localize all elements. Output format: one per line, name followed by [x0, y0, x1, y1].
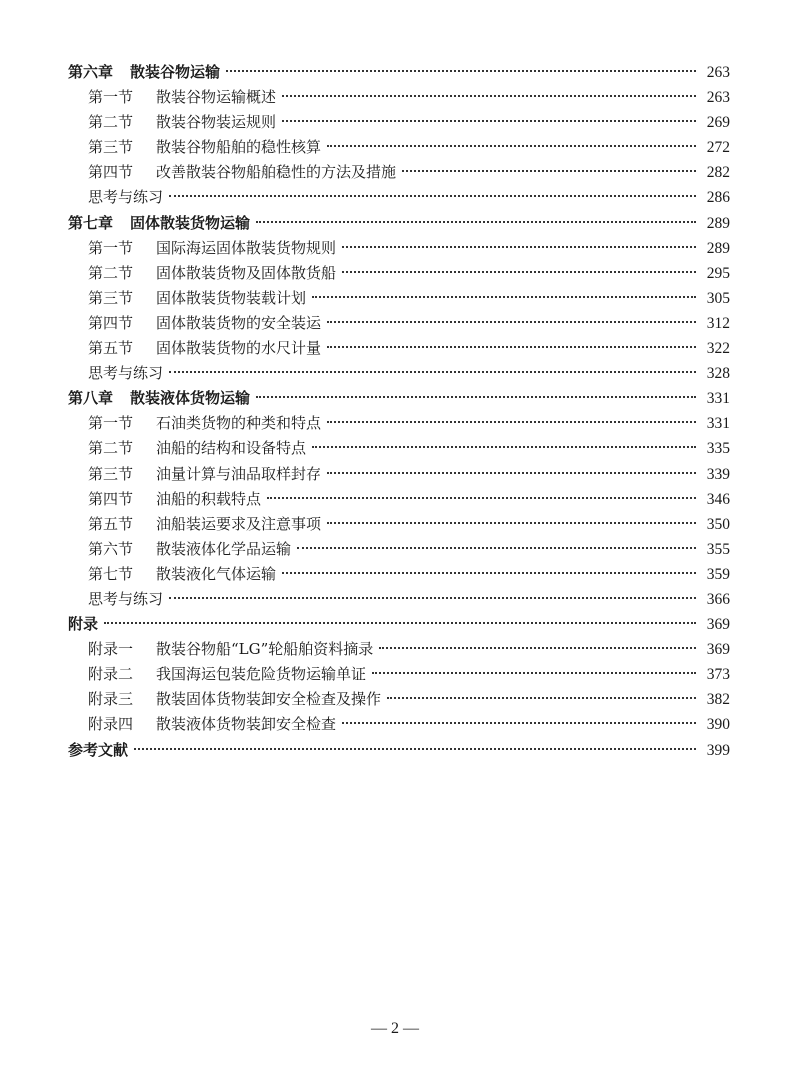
toc-entry-number: 第四节: [88, 313, 134, 332]
toc-entry-title: 散装谷物船舶的稳性核算: [156, 138, 322, 157]
toc-page-number: 282: [706, 164, 730, 182]
dot-leader: [327, 346, 696, 348]
page-number: — 2 —: [371, 1020, 419, 1037]
toc-entry-number: 第五节: [88, 339, 134, 358]
toc-page-number: 295: [706, 264, 730, 282]
dot-leader: [169, 597, 696, 599]
toc-section-entry[interactable]: [68, 185, 730, 210]
toc-entry-title: 油船的积载特点: [156, 489, 262, 508]
table-of-contents: [68, 60, 730, 763]
toc-section-entry[interactable]: [68, 687, 730, 712]
toc-section-entry[interactable]: [68, 512, 730, 537]
toc-page-number: 339: [706, 465, 730, 483]
toc-page-number: 286: [706, 189, 730, 207]
toc-entry-number: 第三节: [88, 138, 134, 157]
dot-leader: [342, 271, 696, 273]
toc-entry-title: 散装谷物船“LG”轮船舶资料摘录: [156, 640, 374, 659]
toc-section-entry[interactable]: [68, 712, 730, 737]
toc-entry-number: 第二节: [88, 113, 134, 132]
toc-page-number: 331: [706, 415, 730, 433]
dot-leader: [342, 246, 696, 248]
toc-page-number: 272: [706, 139, 730, 157]
dot-leader: [327, 321, 696, 323]
dot-leader: [327, 522, 696, 524]
toc-entry-number: 附录二: [88, 665, 134, 684]
toc-page-number: 369: [706, 641, 730, 659]
toc-page-number: 331: [706, 390, 730, 408]
toc-page-number: 369: [706, 616, 730, 634]
dot-leader: [387, 697, 696, 699]
dot-leader: [267, 497, 696, 499]
toc-section-entry[interactable]: [68, 462, 730, 487]
toc-page-number: 305: [706, 289, 730, 307]
dot-leader: [342, 722, 696, 724]
dot-leader: [169, 195, 696, 197]
toc-page-number: 355: [706, 540, 730, 558]
toc-entry-number: 附录一: [88, 640, 134, 659]
toc-entry-title: 散装谷物装运规则: [156, 113, 277, 132]
toc-entry-number: 第六节: [88, 539, 134, 558]
toc-entry-title: 思考与练习: [88, 188, 164, 207]
dot-leader: [312, 296, 696, 298]
toc-page-number: 382: [706, 691, 730, 709]
toc-page-number: 399: [706, 741, 730, 759]
toc-entry-title: 油船的结构和设备特点: [156, 439, 307, 458]
toc-entry-number: 第三节: [88, 464, 134, 483]
toc-entry-number: 第五节: [88, 514, 134, 533]
dot-leader: [282, 95, 696, 97]
toc-entry-title: 固体散装货物的安全装运: [156, 313, 322, 332]
toc-section-entry[interactable]: [68, 537, 730, 562]
toc-page-number: 263: [706, 64, 730, 81]
toc-entry-number: 第二节: [88, 439, 134, 458]
dot-leader: [282, 120, 696, 122]
toc-entry-title: 思考与练习: [88, 364, 164, 383]
toc-entry-number: 第七节: [88, 564, 134, 583]
toc-section-entry[interactable]: [68, 436, 730, 461]
dot-leader: [327, 472, 696, 474]
toc-entry-title: 附录: [68, 615, 99, 634]
toc-page-number: 350: [706, 515, 730, 533]
dot-leader: [169, 371, 696, 373]
toc-entry-number: 第一节: [88, 238, 134, 257]
toc-section-entry[interactable]: [68, 160, 730, 185]
toc-section-entry[interactable]: [68, 587, 730, 612]
toc-entry-title: 散装谷物运输概述: [156, 88, 277, 107]
toc-page-number: 322: [706, 340, 730, 358]
toc-entry-title: 散装固体货物装卸安全检查及操作: [156, 690, 382, 709]
toc-entry-title: 散装液化气体运输: [156, 564, 277, 583]
toc-entry-number: 第八章: [68, 389, 114, 408]
toc-page-number: 390: [706, 716, 730, 734]
toc-section-entry[interactable]: [68, 135, 730, 160]
toc-entry-number: 第四节: [88, 163, 134, 182]
toc-entry-title: 固体散装货物装载计划: [156, 288, 307, 307]
toc-entry-title: 国际海运固体散装货物规则: [156, 238, 337, 257]
toc-section-entry[interactable]: [68, 236, 730, 261]
toc-section-entry[interactable]: [68, 361, 730, 386]
toc-entry-number: 第七章: [68, 213, 114, 232]
toc-chapter-entry[interactable]: [68, 211, 730, 236]
dot-leader: [379, 647, 696, 649]
toc-chapter-entry[interactable]: [68, 60, 730, 85]
toc-entry-number: 附录四: [88, 715, 134, 734]
toc-page-number: 328: [706, 365, 730, 383]
toc-page-number: 366: [706, 590, 730, 608]
dot-leader: [256, 396, 696, 398]
dot-leader: [134, 748, 696, 750]
toc-section-entry[interactable]: [68, 85, 730, 110]
toc-entry-title: 改善散装谷物船舶稳性的方法及措施: [156, 163, 397, 182]
toc-section-entry[interactable]: [68, 110, 730, 135]
toc-entry-number: 第六章: [68, 63, 114, 81]
toc-page-number: 359: [706, 565, 730, 583]
toc-entry-number: 第三节: [88, 288, 134, 307]
toc-page-number: 346: [706, 490, 730, 508]
toc-entry-title: 参考文献: [68, 740, 129, 759]
toc-page-number: 263: [706, 89, 730, 107]
toc-section-entry[interactable]: [68, 662, 730, 687]
dot-leader: [402, 170, 696, 172]
dot-leader: [327, 421, 696, 423]
toc-page-number: 289: [706, 214, 730, 232]
toc-chapter-entry[interactable]: [68, 612, 730, 637]
toc-entry-title: 油船装运要求及注意事项: [156, 514, 322, 533]
toc-entry-title: 散装谷物运输: [130, 63, 221, 81]
toc-chapter-entry[interactable]: [68, 738, 730, 763]
toc-page-number: 335: [706, 440, 730, 458]
toc-entry-title: 我国海运包装危险货物运输单证: [156, 665, 367, 684]
toc-page-number: 373: [706, 666, 730, 684]
toc-entry-title: 固体散装货物运输: [130, 213, 251, 232]
dot-leader: [226, 70, 696, 72]
toc-entry-title: 固体散装货物的水尺计量: [156, 339, 322, 358]
toc-entry-number: 第一节: [88, 88, 134, 107]
toc-entry-title: 思考与练习: [88, 589, 164, 608]
toc-section-entry[interactable]: [68, 637, 730, 662]
toc-section-entry[interactable]: [68, 336, 730, 361]
toc-chapter-entry[interactable]: [68, 386, 730, 411]
toc-entry-title: 散装液体货物装卸安全检查: [156, 715, 337, 734]
toc-entry-title: 散装液体化学品运输: [156, 539, 292, 558]
toc-section-entry[interactable]: [68, 411, 730, 436]
toc-entry-number: 第四节: [88, 489, 134, 508]
toc-section-entry[interactable]: [68, 286, 730, 311]
dot-leader: [104, 622, 696, 624]
toc-entry-title: 散装液体货物运输: [130, 389, 251, 408]
dot-leader: [312, 446, 696, 448]
toc-page-number: 289: [706, 239, 730, 257]
toc-entry-number: 第二节: [88, 263, 134, 282]
dot-leader: [282, 572, 696, 574]
toc-entry-title: 石油类货物的种类和特点: [156, 414, 322, 433]
dot-leader: [297, 547, 696, 549]
dot-leader: [327, 145, 696, 147]
dot-leader: [256, 221, 696, 223]
toc-entry-number: 附录三: [88, 690, 134, 709]
toc-entry-title: 固体散装货物及固体散货船: [156, 263, 337, 282]
toc-section-entry[interactable]: [68, 261, 730, 286]
toc-entry-title: 油量计算与油品取样封存: [156, 464, 322, 483]
dot-leader: [372, 672, 696, 674]
toc-section-entry[interactable]: [68, 487, 730, 512]
toc-page-number: 269: [706, 114, 730, 132]
toc-section-entry[interactable]: [68, 311, 730, 336]
toc-section-entry[interactable]: [68, 562, 730, 587]
toc-page-number: 312: [706, 314, 730, 332]
toc-entry-number: 第一节: [88, 414, 134, 433]
